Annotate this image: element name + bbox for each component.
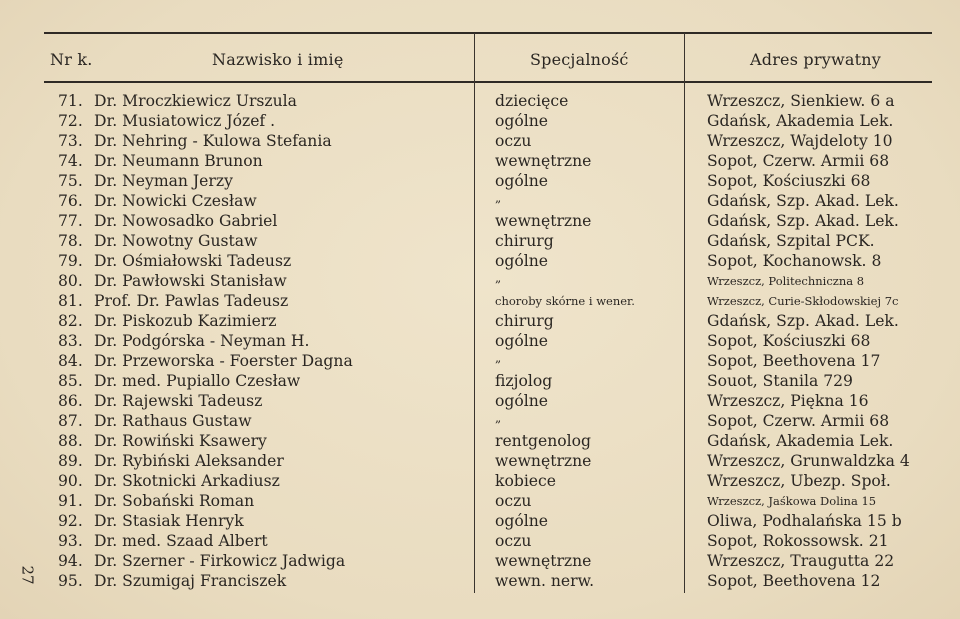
table-row xyxy=(44,411,932,431)
physician-name: Dr. Nowotny Gustaw xyxy=(94,232,258,250)
specialty: „ xyxy=(495,351,501,365)
specialty: wewnętrzne xyxy=(495,212,592,230)
private-address: Wrzeszcz, Politechniczna 8 xyxy=(707,274,865,288)
table-row xyxy=(44,331,932,351)
row-number: 88. xyxy=(58,432,83,450)
physician-name: Dr. Piskozub Kazimierz xyxy=(94,312,277,330)
table-row xyxy=(44,171,932,191)
table-row xyxy=(44,571,932,591)
physician-name: Dr. Nowicki Czesław xyxy=(94,192,257,210)
row-number: 71. xyxy=(58,92,83,110)
physician-name: Dr. Rybiński Aleksander xyxy=(94,452,284,470)
private-address: Sopot, Rokossowsk. 21 xyxy=(707,532,889,550)
private-address: Wrzeszcz, Jaśkowa Dolina 15 xyxy=(707,494,877,508)
header-address: Adres prywatny xyxy=(750,50,881,69)
specialty: chirurg xyxy=(495,232,554,250)
specialty: oczu xyxy=(495,132,532,150)
table-row xyxy=(44,311,932,331)
physician-name: Dr. Neumann Brunon xyxy=(94,152,263,170)
physician-name: Dr. Skotnicki Arkadiusz xyxy=(94,472,280,490)
specialty: wewnętrzne xyxy=(495,452,592,470)
specialty: fizjolog xyxy=(495,372,553,390)
table-row xyxy=(44,371,932,391)
table-row xyxy=(44,111,932,131)
private-address: Oliwa, Podhalańska 15 b xyxy=(707,512,902,530)
table-row xyxy=(44,471,932,491)
physician-name: Dr. Podgórska - Neyman H. xyxy=(94,332,310,350)
private-address: Gdańsk, Szp. Akad. Lek. xyxy=(707,192,899,210)
private-address: Gdańsk, Akademia Lek. xyxy=(707,432,894,450)
table-row xyxy=(44,211,932,231)
private-address: Wrzeszcz, Traugutta 22 xyxy=(707,552,895,570)
row-number: 91. xyxy=(58,492,83,510)
physician-name: Dr. Rajewski Tadeusz xyxy=(94,392,263,410)
table-row xyxy=(44,251,932,271)
table-row xyxy=(44,271,932,291)
table-body xyxy=(44,91,932,591)
physician-name: Dr. Szerner - Firkowicz Jadwiga xyxy=(94,552,346,570)
table-row xyxy=(44,291,932,311)
private-address: Sopot, Czerw. Armii 68 xyxy=(707,152,890,170)
row-number: 79. xyxy=(58,252,83,270)
specialty: „ xyxy=(495,271,501,285)
row-number: 77. xyxy=(58,212,83,230)
specialty: wewn. nerw. xyxy=(495,572,595,590)
row-number: 72. xyxy=(58,112,83,130)
row-number: 73. xyxy=(58,132,83,150)
specialty: ogólne xyxy=(495,112,549,130)
physician-name: Dr. med. Szaad Albert xyxy=(94,532,268,550)
physician-name: Dr. Ośmiałowski Tadeusz xyxy=(94,252,292,270)
table-row xyxy=(44,491,932,511)
row-number: 87. xyxy=(58,412,83,430)
specialty: „ xyxy=(495,191,501,205)
physician-name: Dr. Rathaus Gustaw xyxy=(94,412,252,430)
specialty: ogólne xyxy=(495,512,549,530)
row-number: 84. xyxy=(58,352,83,370)
private-address: Sopot, Kochanowsk. 8 xyxy=(707,252,882,270)
row-number: 85. xyxy=(58,372,83,390)
specialty: rentgenolog xyxy=(495,432,591,450)
row-number: 80. xyxy=(58,272,83,290)
private-address: Wrzeszcz, Wajdeloty 10 xyxy=(707,132,893,150)
physician-table xyxy=(44,32,932,592)
specialty: ogólne xyxy=(495,252,549,270)
physician-name: Dr. Musiatowicz Józef . xyxy=(94,112,276,130)
physician-name: Dr. Nehring - Kulowa Stefania xyxy=(94,132,332,150)
row-number: 94. xyxy=(58,552,83,570)
physician-name: Dr. Sobański Roman xyxy=(94,492,255,510)
row-number: 93. xyxy=(58,532,83,550)
row-number: 86. xyxy=(58,392,83,410)
private-address: Wrzeszcz, Grunwaldzka 4 xyxy=(707,452,910,470)
row-number: 75. xyxy=(58,172,83,190)
table-row xyxy=(44,351,932,371)
table-row xyxy=(44,431,932,451)
row-number: 92. xyxy=(58,512,83,530)
header-bottom-rule xyxy=(44,81,932,83)
header-specialty: Specjalność xyxy=(530,50,629,69)
header-name: Nazwisko i imię xyxy=(212,50,344,69)
row-number: 89. xyxy=(58,452,83,470)
private-address: Wrzeszcz, Ubezp. Społ. xyxy=(707,472,891,490)
physician-name: Dr. med. Pupiallo Czesław xyxy=(94,372,301,390)
private-address: Sopot, Czerw. Armii 68 xyxy=(707,412,890,430)
table-row xyxy=(44,191,932,211)
row-number: 82. xyxy=(58,312,83,330)
table-top-rule xyxy=(44,32,932,34)
table-row xyxy=(44,151,932,171)
private-address: Sopot, Kościuszki 68 xyxy=(707,332,871,350)
private-address: Sopot, Beethovena 17 xyxy=(707,352,881,370)
physician-name: Dr. Stasiak Henryk xyxy=(94,512,244,530)
specialty: oczu xyxy=(495,492,532,510)
specialty: wewnętrzne xyxy=(495,552,592,570)
page-number: 27 xyxy=(18,565,37,585)
physician-name: Dr. Rowiński Ksawery xyxy=(94,432,267,450)
row-number: 90. xyxy=(58,472,83,490)
specialty: wewnętrzne xyxy=(495,152,592,170)
specialty: „ xyxy=(495,411,501,425)
row-number: 83. xyxy=(58,332,83,350)
private-address: Gdańsk, Szpital PCK. xyxy=(707,232,875,250)
physician-name: Prof. Dr. Pawlas Tadeusz xyxy=(94,292,289,310)
table-row xyxy=(44,531,932,551)
private-address: Wrzeszcz, Curie-Skłodowskiej 7c xyxy=(707,294,899,308)
physician-name: Dr. Nowosadko Gabriel xyxy=(94,212,278,230)
row-number: 76. xyxy=(58,192,83,210)
specialty: kobiece xyxy=(495,472,556,490)
private-address: Wrzeszcz, Piękna 16 xyxy=(707,392,869,410)
row-number: 74. xyxy=(58,152,83,170)
specialty: ogólne xyxy=(495,332,549,350)
row-number: 78. xyxy=(58,232,83,250)
private-address: Souot, Stanila 729 xyxy=(707,372,853,390)
row-number: 95. xyxy=(58,572,83,590)
private-address: Gdańsk, Szp. Akad. Lek. xyxy=(707,312,899,330)
specialty: dziecięce xyxy=(495,92,569,110)
header-nr: Nr k. xyxy=(50,50,93,69)
physician-name: Dr. Pawłowski Stanisław xyxy=(94,272,287,290)
table-row xyxy=(44,91,932,111)
private-address: Sopot, Kościuszki 68 xyxy=(707,172,871,190)
physician-name: Dr. Przeworska - Foerster Dagna xyxy=(94,352,353,370)
specialty: oczu xyxy=(495,532,532,550)
table-row xyxy=(44,451,932,471)
row-number: 81. xyxy=(58,292,83,310)
private-address: Gdańsk, Akademia Lek. xyxy=(707,112,894,130)
physician-name: Dr. Mroczkiewicz Urszula xyxy=(94,92,297,110)
specialty: choroby skórne i wener. xyxy=(495,294,635,308)
table-row xyxy=(44,391,932,411)
specialty: ogólne xyxy=(495,392,549,410)
private-address: Gdańsk, Szp. Akad. Lek. xyxy=(707,212,899,230)
table-row xyxy=(44,551,932,571)
private-address: Wrzeszcz, Sienkiew. 6 a xyxy=(707,92,895,110)
specialty: chirurg xyxy=(495,312,554,330)
table-row xyxy=(44,511,932,531)
specialty: ogólne xyxy=(495,172,549,190)
table-row xyxy=(44,131,932,151)
physician-name: Dr. Neyman Jerzy xyxy=(94,172,233,190)
physician-name: Dr. Szumigaj Franciszek xyxy=(94,572,287,590)
table-row xyxy=(44,231,932,251)
private-address: Sopot, Beethovena 12 xyxy=(707,572,881,590)
